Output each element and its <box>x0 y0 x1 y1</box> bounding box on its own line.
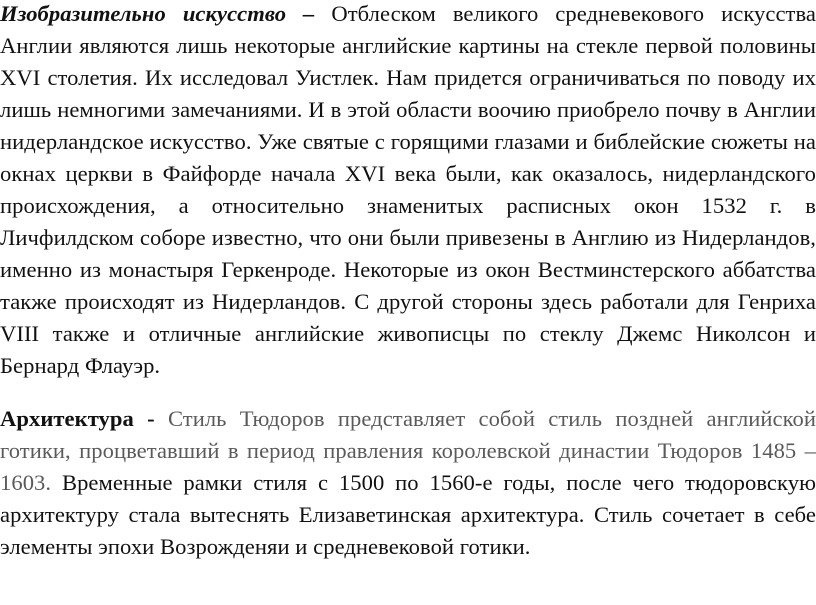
paragraph-architecture-text-gray: Стиль Тюдоров представляет собой стиль поздней английской готики, процветавший в период правления королевской династии Тюдоров 1485 – 1603. <box>0 406 816 495</box>
paragraph-architecture <box>0 403 816 563</box>
paragraph-fine-art-text: Отблеском великого средневекового искусства Англии являются лишь некоторые английские картины на стекле первой половины XVI столетия. Их исследовал Уистлек. Нам придется ограничиваться по поводу их лишь немногими замечаниями. И в этой области воочию приобрело почву в Англии нидерландское искусство. Уже святые с горящими глазами и библейские сюжеты на окнах церкви в Файфорде начала XVI века были, как оказалось, нидерландского происхождения, а относительно знаменитых расписных окон 1532 г. в Личфилдском соборе известно, что они были привезены в Англию из Нидерландов, именно из монастыря Геркенроде. Некоторые из окон Вестминстерского аббатства также происходят из Нидерландов. С другой стороны здесь работали для Генриха VIII также и отличные английские живописцы по стеклу Джемс Николсон и Бернард Флауэр. <box>0 1 816 378</box>
paragraph-architecture-text-dark: Временные рамки стиля с 1500 по 1560-е годы, после чего тюдоровскую архитектуру стала вытеснять Елизаветинская архитектура. Стиль сочетает в себе элементы эпохи Возрожденяи и средневековой готики. <box>0 470 816 559</box>
term-fine-art: Изобразительно искусство <box>0 1 287 26</box>
term-dash: – <box>286 1 332 26</box>
term-architecture: Архитектура - <box>0 406 168 431</box>
